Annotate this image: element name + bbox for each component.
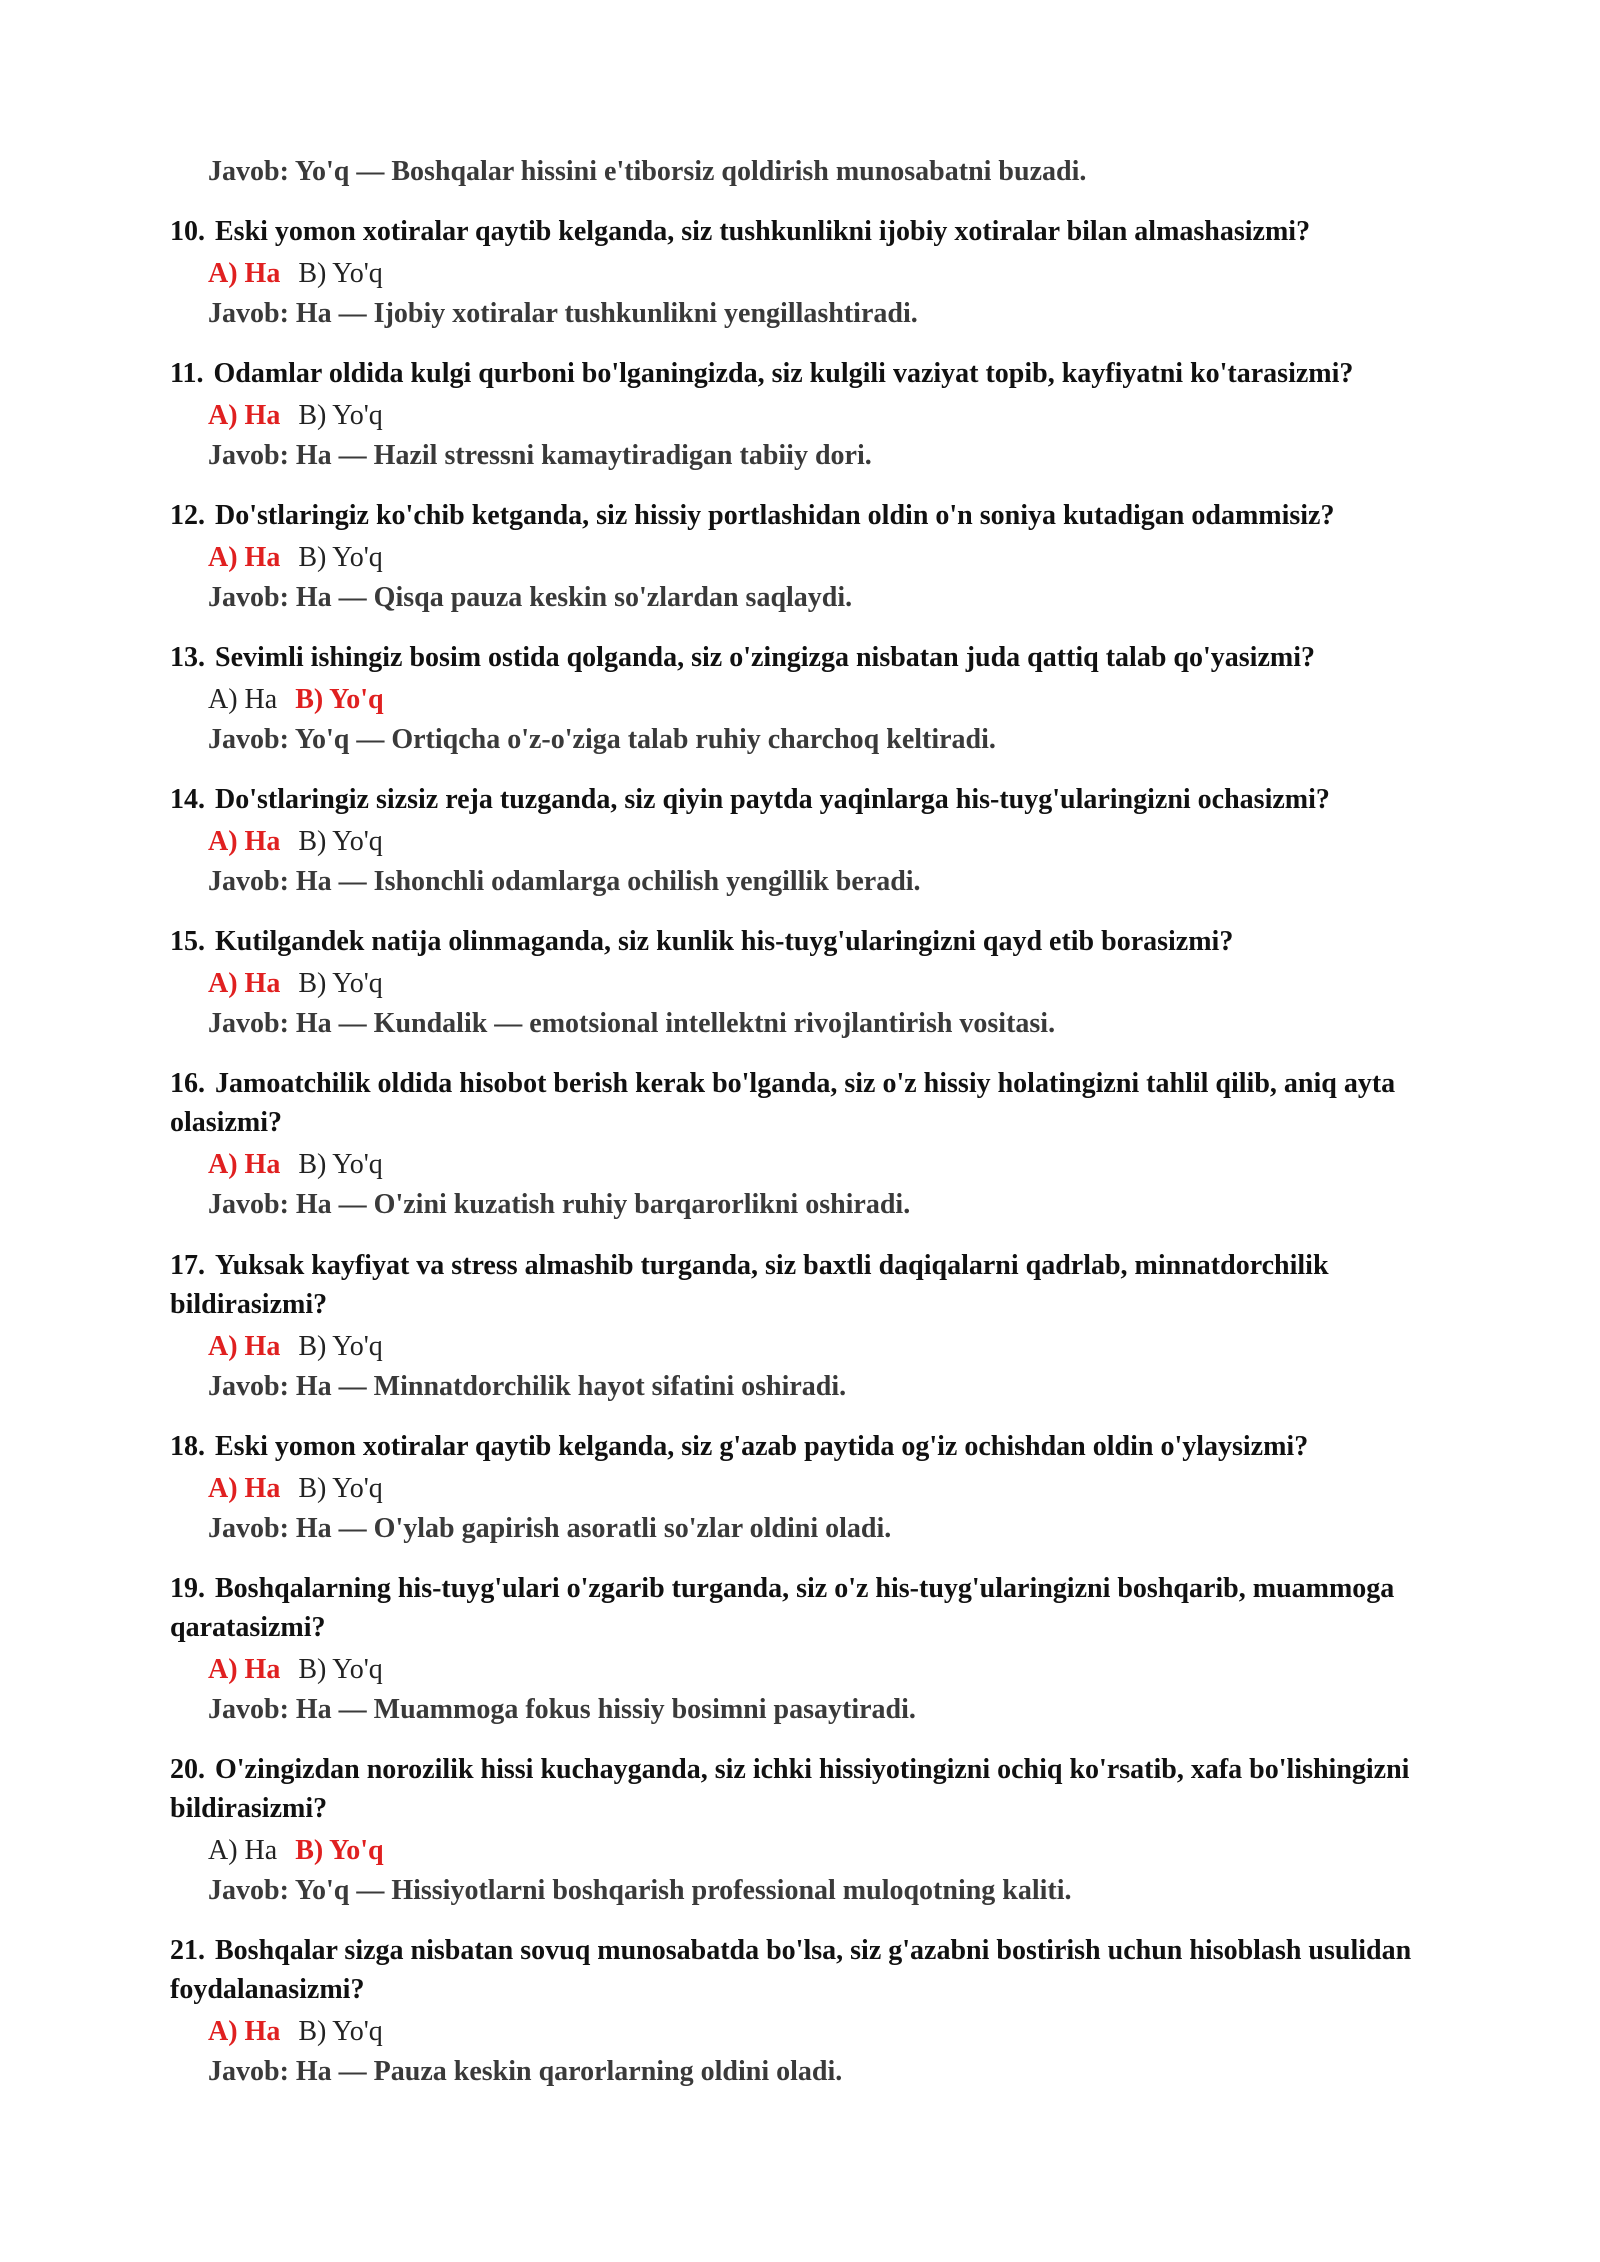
options (208, 1327, 1450, 1367)
question-text: 20. O'zingizdan norozilik hissi kuchayganda, siz ichki hissiyotingizni ochiq ko'rsatib, xafa bo'lishingizni bildirasizmi? (170, 1754, 1410, 1824)
question-text: 16. Jamoatchilik oldida hisobot berish kerak bo'lganda, siz o'z hissiy holatingizni tahlil qilib, aniq ayta olasizmi? (170, 1068, 1396, 1138)
option-a: A) Ha (208, 400, 281, 431)
question-item (170, 922, 1450, 1044)
option-a: A) Ha (208, 1835, 278, 1866)
answer-line: Javob: Ha — Hazil stressni kamaytiradigan tabiiy dori. (208, 440, 872, 471)
option-a: A) Ha (208, 542, 281, 573)
option-b: B) Yo'q (298, 1473, 383, 1504)
question-number: 12. (170, 500, 205, 531)
option-b: B) Yo'q (298, 826, 383, 857)
option-a: A) Ha (208, 258, 281, 289)
question-item (170, 496, 1450, 618)
question-item (170, 212, 1450, 334)
option-a: A) Ha (208, 826, 281, 857)
question-item (170, 354, 1450, 476)
question-number: 21. (170, 1935, 205, 1966)
question-number: 11. (170, 358, 204, 389)
answer-line: Javob: Ha — Ijobiy xotiralar tushkunlikni yengillashtiradi. (208, 298, 918, 329)
option-b: B) Yo'q (298, 2016, 383, 2047)
answer-line: Javob: Ha — O'ylab gapirish asoratli so'zlar oldini oladi. (208, 1513, 892, 1544)
question-text: 14. Do'stlaringiz sizsiz reja tuzganda, siz qiyin paytda yaqinlarga his-tuyg'ularingizni ochasizmi? (170, 784, 1330, 815)
question-item (170, 1246, 1450, 1407)
question-text: 15. Kutilgandek natija olinmaganda, siz kunlik his-tuyg'ularingizni qayd etib borasizmi? (170, 926, 1234, 957)
question-text: 13. Sevimli ishingiz bosim ostida qolganda, siz o'zingizga nisbatan juda qattiq talab qo'yasizmi? (170, 642, 1315, 673)
options (208, 964, 1450, 1004)
option-b: B) Yo'q (298, 542, 383, 573)
option-a: A) Ha (208, 1149, 281, 1180)
answer-line: Javob: Ha — Qisqa pauza keskin so'zlardan saqlaydi. (208, 582, 853, 613)
option-a: A) Ha (208, 684, 278, 715)
question-text: 19. Boshqalarning his-tuyg'ulari o'zgarib turganda, siz o'z his-tuyg'ularingizni boshqarib, muammoga qaratasizmi? (170, 1573, 1395, 1643)
options (208, 822, 1450, 862)
question-text: 21. Boshqalar sizga nisbatan sovuq munosabatda bo'lsa, siz g'azabni bostirish uchun hisoblash usulidan foydalanasizmi? (170, 1935, 1412, 2005)
option-b: B) Yo'q (298, 400, 383, 431)
options (208, 2012, 1450, 2052)
question-number: 10. (170, 216, 205, 247)
question-item (170, 1427, 1450, 1549)
question-number: 17. (170, 1250, 205, 1281)
option-a: A) Ha (208, 968, 281, 999)
answer-line: Javob: Yo'q — Ortiqcha o'z-o'ziga talab ruhiy charchoq keltiradi. (208, 724, 996, 755)
answer-line: Javob: Ha — Muammoga fokus hissiy bosimni pasaytiradi. (208, 1694, 916, 1725)
answer-line: Javob: Ha — O'zini kuzatish ruhiy barqarorlikni oshiradi. (208, 1189, 911, 1220)
answer-line: Javob: Yo'q — Boshqalar hissini e'tiborsiz qoldirish munosabatni buzadi. (208, 156, 1087, 187)
option-b: B) Yo'q (298, 258, 383, 289)
question-text: 18. Eski yomon xotiralar qaytib kelganda, siz g'azab paytida og'iz ochishdan oldin o'ylaysizmi? (170, 1431, 1309, 1462)
options (208, 680, 1450, 720)
options (208, 538, 1450, 578)
option-b: B) Yo'q (298, 1149, 383, 1180)
question-item (170, 1750, 1450, 1911)
question-number: 15. (170, 926, 205, 957)
question-number: 20. (170, 1754, 205, 1785)
option-b: B) Yo'q (295, 684, 384, 715)
question-item (170, 1064, 1450, 1225)
question-number: 13. (170, 642, 205, 673)
question-item (170, 780, 1450, 902)
question-text: 12. Do'stlaringiz ko'chib ketganda, siz hissiy portlashidan oldin o'n soniya kutadigan odammisiz? (170, 500, 1335, 531)
question-number: 14. (170, 784, 205, 815)
question-number: 16. (170, 1068, 205, 1099)
question-number: 19. (170, 1573, 205, 1604)
options (208, 396, 1450, 436)
option-a: A) Ha (208, 1654, 281, 1685)
options (208, 1145, 1450, 1185)
question-text: 11. Odamlar oldida kulgi qurboni bo'lganingizda, siz kulgili vaziyat topib, kayfiyatni ko'tarasizmi? (170, 358, 1354, 389)
option-a: A) Ha (208, 1331, 281, 1362)
options (208, 254, 1450, 294)
answer-line: Javob: Ha — Ishonchli odamlarga ochilish yengillik beradi. (208, 866, 921, 897)
question-item (170, 1569, 1450, 1730)
options (208, 1469, 1450, 1509)
option-b: B) Yo'q (298, 1654, 383, 1685)
option-b: B) Yo'q (295, 1835, 384, 1866)
answer-line: Javob: Ha — Minnatdorchilik hayot sifatini oshiradi. (208, 1371, 847, 1402)
question-text: 17. Yuksak kayfiyat va stress almashib turganda, siz baxtli daqiqalarni qadrlab, minnatdorchilik bildirasizmi? (170, 1250, 1329, 1320)
answer-line: Javob: Ha — Kundalik — emotsional intellektni rivojlantirish vositasi. (208, 1008, 1056, 1039)
option-a: A) Ha (208, 2016, 281, 2047)
question-item (170, 638, 1450, 760)
options (208, 1831, 1450, 1871)
question-number: 18. (170, 1431, 205, 1462)
question-text: 10. Eski yomon xotiralar qaytib kelganda, siz tushkunlikni ijobiy xotiralar bilan almashasizmi? (170, 216, 1311, 247)
option-b: B) Yo'q (298, 1331, 383, 1362)
options (208, 1650, 1450, 1690)
option-a: A) Ha (208, 1473, 281, 1504)
option-b: B) Yo'q (298, 968, 383, 999)
answer-line: Javob: Yo'q — Hissiyotlarni boshqarish professional muloqotning kaliti. (208, 1875, 1072, 1906)
answer-line: Javob: Ha — Pauza keskin qarorlarning oldini oladi. (208, 2056, 843, 2087)
question-item (170, 1931, 1450, 2092)
